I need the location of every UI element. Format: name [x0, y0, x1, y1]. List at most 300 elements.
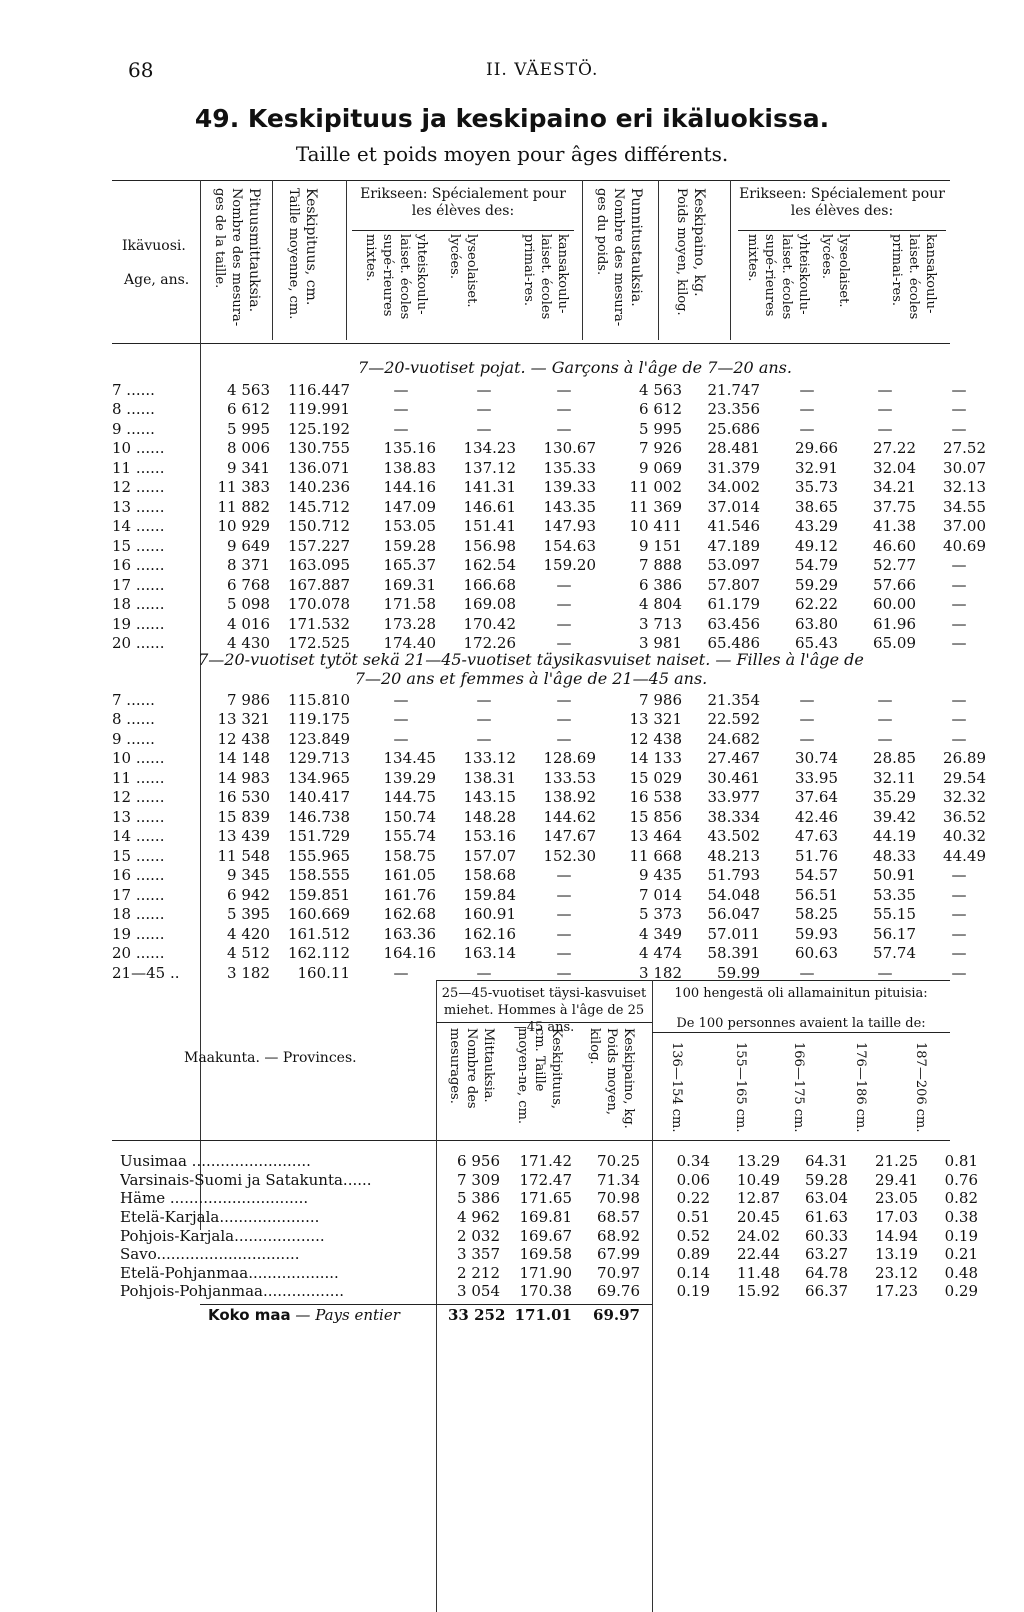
province-value: 0.21 [944, 1245, 978, 1264]
value-cell: 33.95 [795, 768, 838, 787]
value-cell: 11 369 [629, 497, 682, 516]
header-kansa-h: kansakoulu-laiset. écoles primai-res. [521, 234, 570, 320]
value-cell: 65.43 [795, 634, 838, 653]
value-cell: 57.66 [873, 575, 916, 594]
value-cell: 53.097 [707, 556, 760, 575]
province-value: 17.03 [875, 1208, 918, 1227]
header-bottom-rule [112, 343, 950, 344]
header-yhteis-w: yhteiskoulu-laiset. écoles supé-rieures mixtes. [745, 234, 811, 320]
table-title: 49. Keskipituus ja keskipaino eri ikäluokissa. [194, 104, 830, 133]
province-row [120, 1152, 986, 1171]
value-cell: — [799, 419, 815, 438]
value-cell: 158.555 [287, 866, 350, 885]
province-value: 0.19 [944, 1226, 978, 1245]
value-cell: 11 383 [217, 478, 270, 497]
value-cell: — [556, 944, 572, 963]
value-cell: 169.08 [463, 595, 516, 614]
page-number: 68 [128, 58, 154, 82]
value-cell: 44.19 [873, 827, 916, 846]
value-cell: — [476, 380, 492, 399]
province-row [120, 1245, 986, 1264]
province-top-rule [436, 980, 950, 981]
province-value: 64.31 [805, 1152, 848, 1171]
table-row [112, 419, 994, 439]
value-cell: 5 373 [639, 905, 682, 924]
value-cell: 27.467 [707, 749, 760, 768]
value-cell: 173.28 [383, 614, 436, 633]
value-cell: — [951, 963, 967, 982]
value-cell: 26.89 [943, 749, 986, 768]
value-cell: 24.682 [707, 729, 760, 748]
section2-title-line1: 7—20-vuotiset tytöt sekä 21—45-vuotiset täysikasvuiset naiset. — Filles à l'âge de [198, 650, 864, 669]
province-value: 3 357 [457, 1245, 500, 1264]
value-cell: 29.54 [943, 768, 986, 787]
value-cell: 170.078 [287, 595, 350, 614]
value-cell: 35.29 [873, 788, 916, 807]
value-cell: 21.354 [707, 690, 760, 709]
total-label-fr: — Pays entier [295, 1306, 400, 1324]
value-cell: 12 438 [629, 729, 682, 748]
age-cell: 8 ...... [112, 400, 155, 419]
value-cell: 7 986 [639, 690, 682, 709]
age-cell: 12 ...... [112, 478, 165, 497]
value-cell: — [951, 710, 967, 729]
province-value: 23.05 [875, 1189, 918, 1208]
value-cell: 28.85 [873, 749, 916, 768]
value-cell: — [556, 924, 572, 943]
value-cell: 161.76 [383, 885, 436, 904]
value-cell: 154.63 [543, 536, 596, 555]
table-row [112, 595, 994, 615]
province-value: 0.81 [944, 1152, 978, 1171]
value-cell: 3 981 [639, 634, 682, 653]
province-men-rule [436, 1022, 652, 1023]
value-cell: 11 882 [217, 497, 270, 516]
province-value: 70.98 [597, 1189, 640, 1208]
value-cell: 172.525 [287, 634, 350, 653]
province-value: 29.41 [875, 1170, 918, 1189]
province-col-weight: Keskipaino, kg. Poids moyen, kilog. [587, 1028, 636, 1129]
value-cell: 62.22 [795, 595, 838, 614]
value-cell: 138.31 [463, 768, 516, 787]
value-cell: 32.04 [873, 458, 916, 477]
age-cell: 20 ...... [112, 944, 165, 963]
value-cell: 13 321 [629, 710, 682, 729]
value-cell: 6 612 [227, 400, 270, 419]
table-row [112, 458, 994, 478]
value-cell: 27.22 [873, 439, 916, 458]
value-cell: 8 006 [227, 439, 270, 458]
value-cell: 171.58 [383, 595, 436, 614]
value-cell: 22.592 [707, 710, 760, 729]
table-row [112, 827, 994, 847]
value-cell: — [799, 400, 815, 419]
value-cell: 4 430 [227, 634, 270, 653]
value-cell: 139.33 [543, 478, 596, 497]
value-cell: 7 014 [639, 885, 682, 904]
value-cell: 49.12 [795, 536, 838, 555]
province-value: 71.34 [597, 1170, 640, 1189]
value-cell: 133.53 [543, 768, 596, 787]
header-top-rule [112, 180, 950, 181]
value-cell: — [799, 710, 815, 729]
value-cell: 31.379 [707, 458, 760, 477]
value-cell: — [951, 905, 967, 924]
value-cell: 139.29 [383, 768, 436, 787]
value-cell: 59.93 [795, 924, 838, 943]
value-cell: — [877, 380, 893, 399]
value-cell: 145.712 [287, 497, 350, 516]
header-count-height-fi: Pituusmittauksia. [246, 188, 262, 313]
value-cell: 54.57 [795, 866, 838, 885]
province-value: 3 054 [457, 1282, 500, 1301]
header-mean-height-fr: Taille moyenne, cm. [286, 188, 301, 320]
value-cell: — [951, 944, 967, 963]
value-cell: 116.447 [287, 380, 350, 399]
value-cell: 4 512 [227, 944, 270, 963]
value-cell: 59.99 [717, 963, 760, 982]
value-cell: — [556, 885, 572, 904]
value-cell: 10 411 [629, 517, 682, 536]
value-cell: 10 929 [217, 517, 270, 536]
province-value: 68.92 [597, 1226, 640, 1245]
value-cell: 3 182 [227, 963, 270, 982]
header-mean-height-fi: Keskipituus, cm. [303, 188, 319, 306]
value-cell: 50.91 [873, 866, 916, 885]
province-value: 0.14 [676, 1263, 710, 1282]
value-cell: 53.35 [873, 885, 916, 904]
total-count: 33 252 [448, 1306, 506, 1324]
value-cell: 51.76 [795, 846, 838, 865]
value-cell: — [951, 556, 967, 575]
value-cell: — [877, 419, 893, 438]
value-cell: 163.14 [463, 944, 516, 963]
girls-table [112, 690, 994, 983]
province-table [120, 1152, 986, 1301]
value-cell: — [556, 419, 572, 438]
value-cell: 28.481 [707, 439, 760, 458]
header-col-divider [730, 180, 731, 340]
value-cell: — [877, 400, 893, 419]
table-row [112, 478, 994, 498]
province-col-count: Mittauksia. Nombre des mesurages. [447, 1028, 496, 1109]
province-value: 21.25 [875, 1152, 918, 1171]
province-name: Etelä-Karjala..................... [120, 1208, 320, 1227]
value-cell: — [476, 710, 492, 729]
value-cell: 161.05 [383, 866, 436, 885]
header-count-height-fr: Nombre des mesura-ges de la taille. [212, 188, 244, 327]
value-cell: 134.23 [463, 439, 516, 458]
province-total-row [208, 1306, 400, 1324]
value-cell: 155.965 [287, 846, 350, 865]
value-cell: 174.40 [383, 634, 436, 653]
value-cell: 15 029 [629, 768, 682, 787]
value-cell: 44.49 [943, 846, 986, 865]
value-cell: 135.33 [543, 458, 596, 477]
value-cell: 47.63 [795, 827, 838, 846]
value-cell: 158.75 [383, 846, 436, 865]
value-cell: 35.73 [795, 478, 838, 497]
value-cell: 166.68 [463, 575, 516, 594]
value-cell: — [951, 400, 967, 419]
province-bin-3: 166—175 cm. [791, 1042, 806, 1133]
value-cell: — [951, 729, 967, 748]
value-cell: — [476, 400, 492, 419]
value-cell: — [799, 729, 815, 748]
value-cell: 128.69 [543, 749, 596, 768]
value-cell: 150.74 [383, 807, 436, 826]
value-cell: 30.07 [943, 458, 986, 477]
province-value: 0.48 [944, 1263, 978, 1282]
total-weight: 69.97 [593, 1306, 640, 1324]
value-cell: 37.64 [795, 788, 838, 807]
province-name: Savo.............................. [120, 1245, 300, 1264]
value-cell: 144.62 [543, 807, 596, 826]
table-row [112, 575, 994, 595]
value-cell: 136.071 [287, 458, 350, 477]
value-cell: — [556, 905, 572, 924]
header-age-fr: Age, ans. [124, 272, 190, 288]
value-cell: 146.61 [463, 497, 516, 516]
table-row [112, 905, 994, 925]
value-cell: — [393, 419, 409, 438]
province-value: 171.90 [519, 1263, 572, 1282]
value-cell: 33.977 [707, 788, 760, 807]
value-cell: 172.26 [463, 634, 516, 653]
province-value: 61.63 [805, 1208, 848, 1227]
value-cell: 48.213 [707, 846, 760, 865]
value-cell: — [393, 400, 409, 419]
value-cell: 52.77 [873, 556, 916, 575]
value-cell: 16 530 [217, 788, 270, 807]
value-cell: — [799, 380, 815, 399]
value-cell: 119.991 [287, 400, 350, 419]
value-cell: 159.28 [383, 536, 436, 555]
value-cell: — [556, 634, 572, 653]
value-cell: 61.96 [873, 614, 916, 633]
province-value: 20.45 [737, 1208, 780, 1227]
province-value: 0.82 [944, 1189, 978, 1208]
value-cell: 9 435 [639, 866, 682, 885]
value-cell: — [951, 419, 967, 438]
value-cell: 4 016 [227, 614, 270, 633]
table-row [112, 497, 994, 517]
value-cell: 65.09 [873, 634, 916, 653]
table-row [112, 517, 994, 537]
value-cell: 60.63 [795, 944, 838, 963]
value-cell: 37.75 [873, 497, 916, 516]
value-cell: 14 983 [217, 768, 270, 787]
value-cell: 156.98 [463, 536, 516, 555]
table-row [112, 807, 994, 827]
value-cell: 147.67 [543, 827, 596, 846]
value-cell: 141.31 [463, 478, 516, 497]
value-cell: 58.25 [795, 905, 838, 924]
value-cell: 134.45 [383, 749, 436, 768]
value-cell: 27.52 [943, 439, 986, 458]
age-cell: 17 ...... [112, 885, 165, 904]
age-cell: 20 ...... [112, 634, 165, 653]
value-cell: 147.09 [383, 497, 436, 516]
value-cell: 25.686 [707, 419, 760, 438]
value-cell: 170.42 [463, 614, 516, 633]
value-cell: — [877, 963, 893, 982]
value-cell: 7 986 [227, 690, 270, 709]
province-value: 0.51 [676, 1208, 710, 1227]
value-cell: — [951, 690, 967, 709]
header-age-fi: Ikävuosi. [122, 238, 186, 254]
value-cell: 130.755 [287, 439, 350, 458]
value-cell: 5 395 [227, 905, 270, 924]
value-cell: 150.712 [287, 517, 350, 536]
value-cell: 56.047 [707, 905, 760, 924]
value-cell: 138.83 [383, 458, 436, 477]
value-cell: 9 345 [227, 866, 270, 885]
value-cell: 151.41 [463, 517, 516, 536]
value-cell: — [951, 575, 967, 594]
value-cell: 125.192 [287, 419, 350, 438]
value-cell: — [556, 595, 572, 614]
value-cell: 47.189 [707, 536, 760, 555]
value-cell: 163.36 [383, 924, 436, 943]
province-value: 6 956 [457, 1152, 500, 1171]
value-cell: 46.60 [873, 536, 916, 555]
value-cell: — [556, 690, 572, 709]
province-value: 171.65 [519, 1189, 572, 1208]
header-col-divider [582, 180, 583, 340]
age-cell: 15 ...... [112, 536, 165, 555]
value-cell: 5 098 [227, 595, 270, 614]
value-cell: 162.16 [463, 924, 516, 943]
province-row [120, 1208, 986, 1227]
value-cell: — [799, 963, 815, 982]
province-label: Maakunta. — Provinces. [184, 1050, 357, 1066]
table-row [112, 710, 994, 730]
age-cell: 8 ...... [112, 710, 155, 729]
value-cell: 41.546 [707, 517, 760, 536]
value-cell: — [393, 729, 409, 748]
province-value: 169.81 [519, 1208, 572, 1227]
province-value: 171.42 [519, 1152, 572, 1171]
province-value: 63.27 [805, 1245, 848, 1264]
value-cell: — [799, 690, 815, 709]
value-cell: 135.16 [383, 439, 436, 458]
age-cell: 9 ...... [112, 729, 155, 748]
value-cell: 147.93 [543, 517, 596, 536]
province-value: 67.99 [597, 1245, 640, 1264]
value-cell: 65.486 [707, 634, 760, 653]
header-mean-weight-fi: Keskipaino, kg. [691, 188, 707, 297]
header-special-height: Erikseen: Spécialement pour les élèves des: [360, 186, 566, 219]
province-value: 0.29 [944, 1282, 978, 1301]
value-cell: 29.66 [795, 439, 838, 458]
value-cell: 9 341 [227, 458, 270, 477]
table-row [112, 788, 994, 808]
province-value: 64.78 [805, 1263, 848, 1282]
value-cell: 30.461 [707, 768, 760, 787]
value-cell: 159.20 [543, 556, 596, 575]
value-cell: 6 386 [639, 575, 682, 594]
province-name: Varsinais-Suomi ja Satakunta...... [120, 1170, 372, 1189]
value-cell: — [476, 963, 492, 982]
value-cell: 37.014 [707, 497, 760, 516]
value-cell: 140.417 [287, 788, 350, 807]
value-cell: 160.669 [287, 905, 350, 924]
province-name: Etelä-Pohjanmaa................... [120, 1263, 339, 1282]
table-row [112, 400, 994, 420]
value-cell: 162.68 [383, 905, 436, 924]
value-cell: 32.11 [873, 768, 916, 787]
total-height: 171.01 [514, 1306, 572, 1324]
table-row [112, 768, 994, 788]
value-cell: — [951, 614, 967, 633]
header-lyseo-h: lyseolaiset. lycées. [447, 234, 479, 308]
header-kansa-w: kansakoulu-laiset. écoles primai-res. [889, 234, 938, 320]
value-cell: 6 942 [227, 885, 270, 904]
value-cell: 32.13 [943, 478, 986, 497]
province-value: 12.87 [737, 1189, 780, 1208]
value-cell: 155.74 [383, 827, 436, 846]
value-cell: 7 926 [639, 439, 682, 458]
value-cell: — [556, 729, 572, 748]
age-cell: 17 ...... [112, 575, 165, 594]
age-cell: 11 ...... [112, 458, 165, 477]
value-cell: 11 548 [217, 846, 270, 865]
age-cell: 14 ...... [112, 827, 165, 846]
value-cell: 32.32 [943, 788, 986, 807]
value-cell: 143.35 [543, 497, 596, 516]
value-cell: — [877, 729, 893, 748]
header-mean-weight [672, 188, 707, 316]
province-value: 69.76 [597, 1282, 640, 1301]
header-count-weight-fr: Nombre des mesura-ges du poids. [594, 188, 626, 327]
province-value: 0.19 [676, 1282, 710, 1301]
province-value: 169.58 [519, 1245, 572, 1264]
value-cell: 40.69 [943, 536, 986, 555]
table-row [112, 924, 994, 944]
value-cell: 3 713 [639, 614, 682, 633]
province-value: 170.38 [519, 1282, 572, 1301]
total-label-fi: Koko maa [208, 1306, 291, 1324]
value-cell: 8 371 [227, 556, 270, 575]
province-value: 172.47 [519, 1170, 572, 1189]
value-cell: — [556, 380, 572, 399]
province-col-height: Keskipituus, cm. Taille moyen-ne, cm. [515, 1028, 564, 1125]
header-special-rule [352, 230, 574, 231]
value-cell: 4 474 [639, 944, 682, 963]
table-row [112, 690, 994, 710]
value-cell: 162.54 [463, 556, 516, 575]
province-name: Pohjois-Pohjanmaa................. [120, 1282, 345, 1301]
province-bin-4: 176—186 cm. [853, 1042, 868, 1133]
province-row [120, 1189, 986, 1208]
value-cell: — [951, 885, 967, 904]
table-subtitle: Taille et poids moyen pour âges différents. [295, 142, 729, 166]
value-cell: 11 668 [629, 846, 682, 865]
value-cell: 15 839 [217, 807, 270, 826]
value-cell: — [877, 710, 893, 729]
value-cell: 13 321 [217, 710, 270, 729]
value-cell: — [951, 866, 967, 885]
province-value: 0.06 [676, 1170, 710, 1189]
province-value: 5 386 [457, 1189, 500, 1208]
table-row [112, 846, 994, 866]
province-value: 0.34 [676, 1152, 710, 1171]
table-row [112, 614, 994, 634]
header-col-divider [658, 180, 659, 340]
value-cell: 4 563 [639, 380, 682, 399]
value-cell: 13 439 [217, 827, 270, 846]
